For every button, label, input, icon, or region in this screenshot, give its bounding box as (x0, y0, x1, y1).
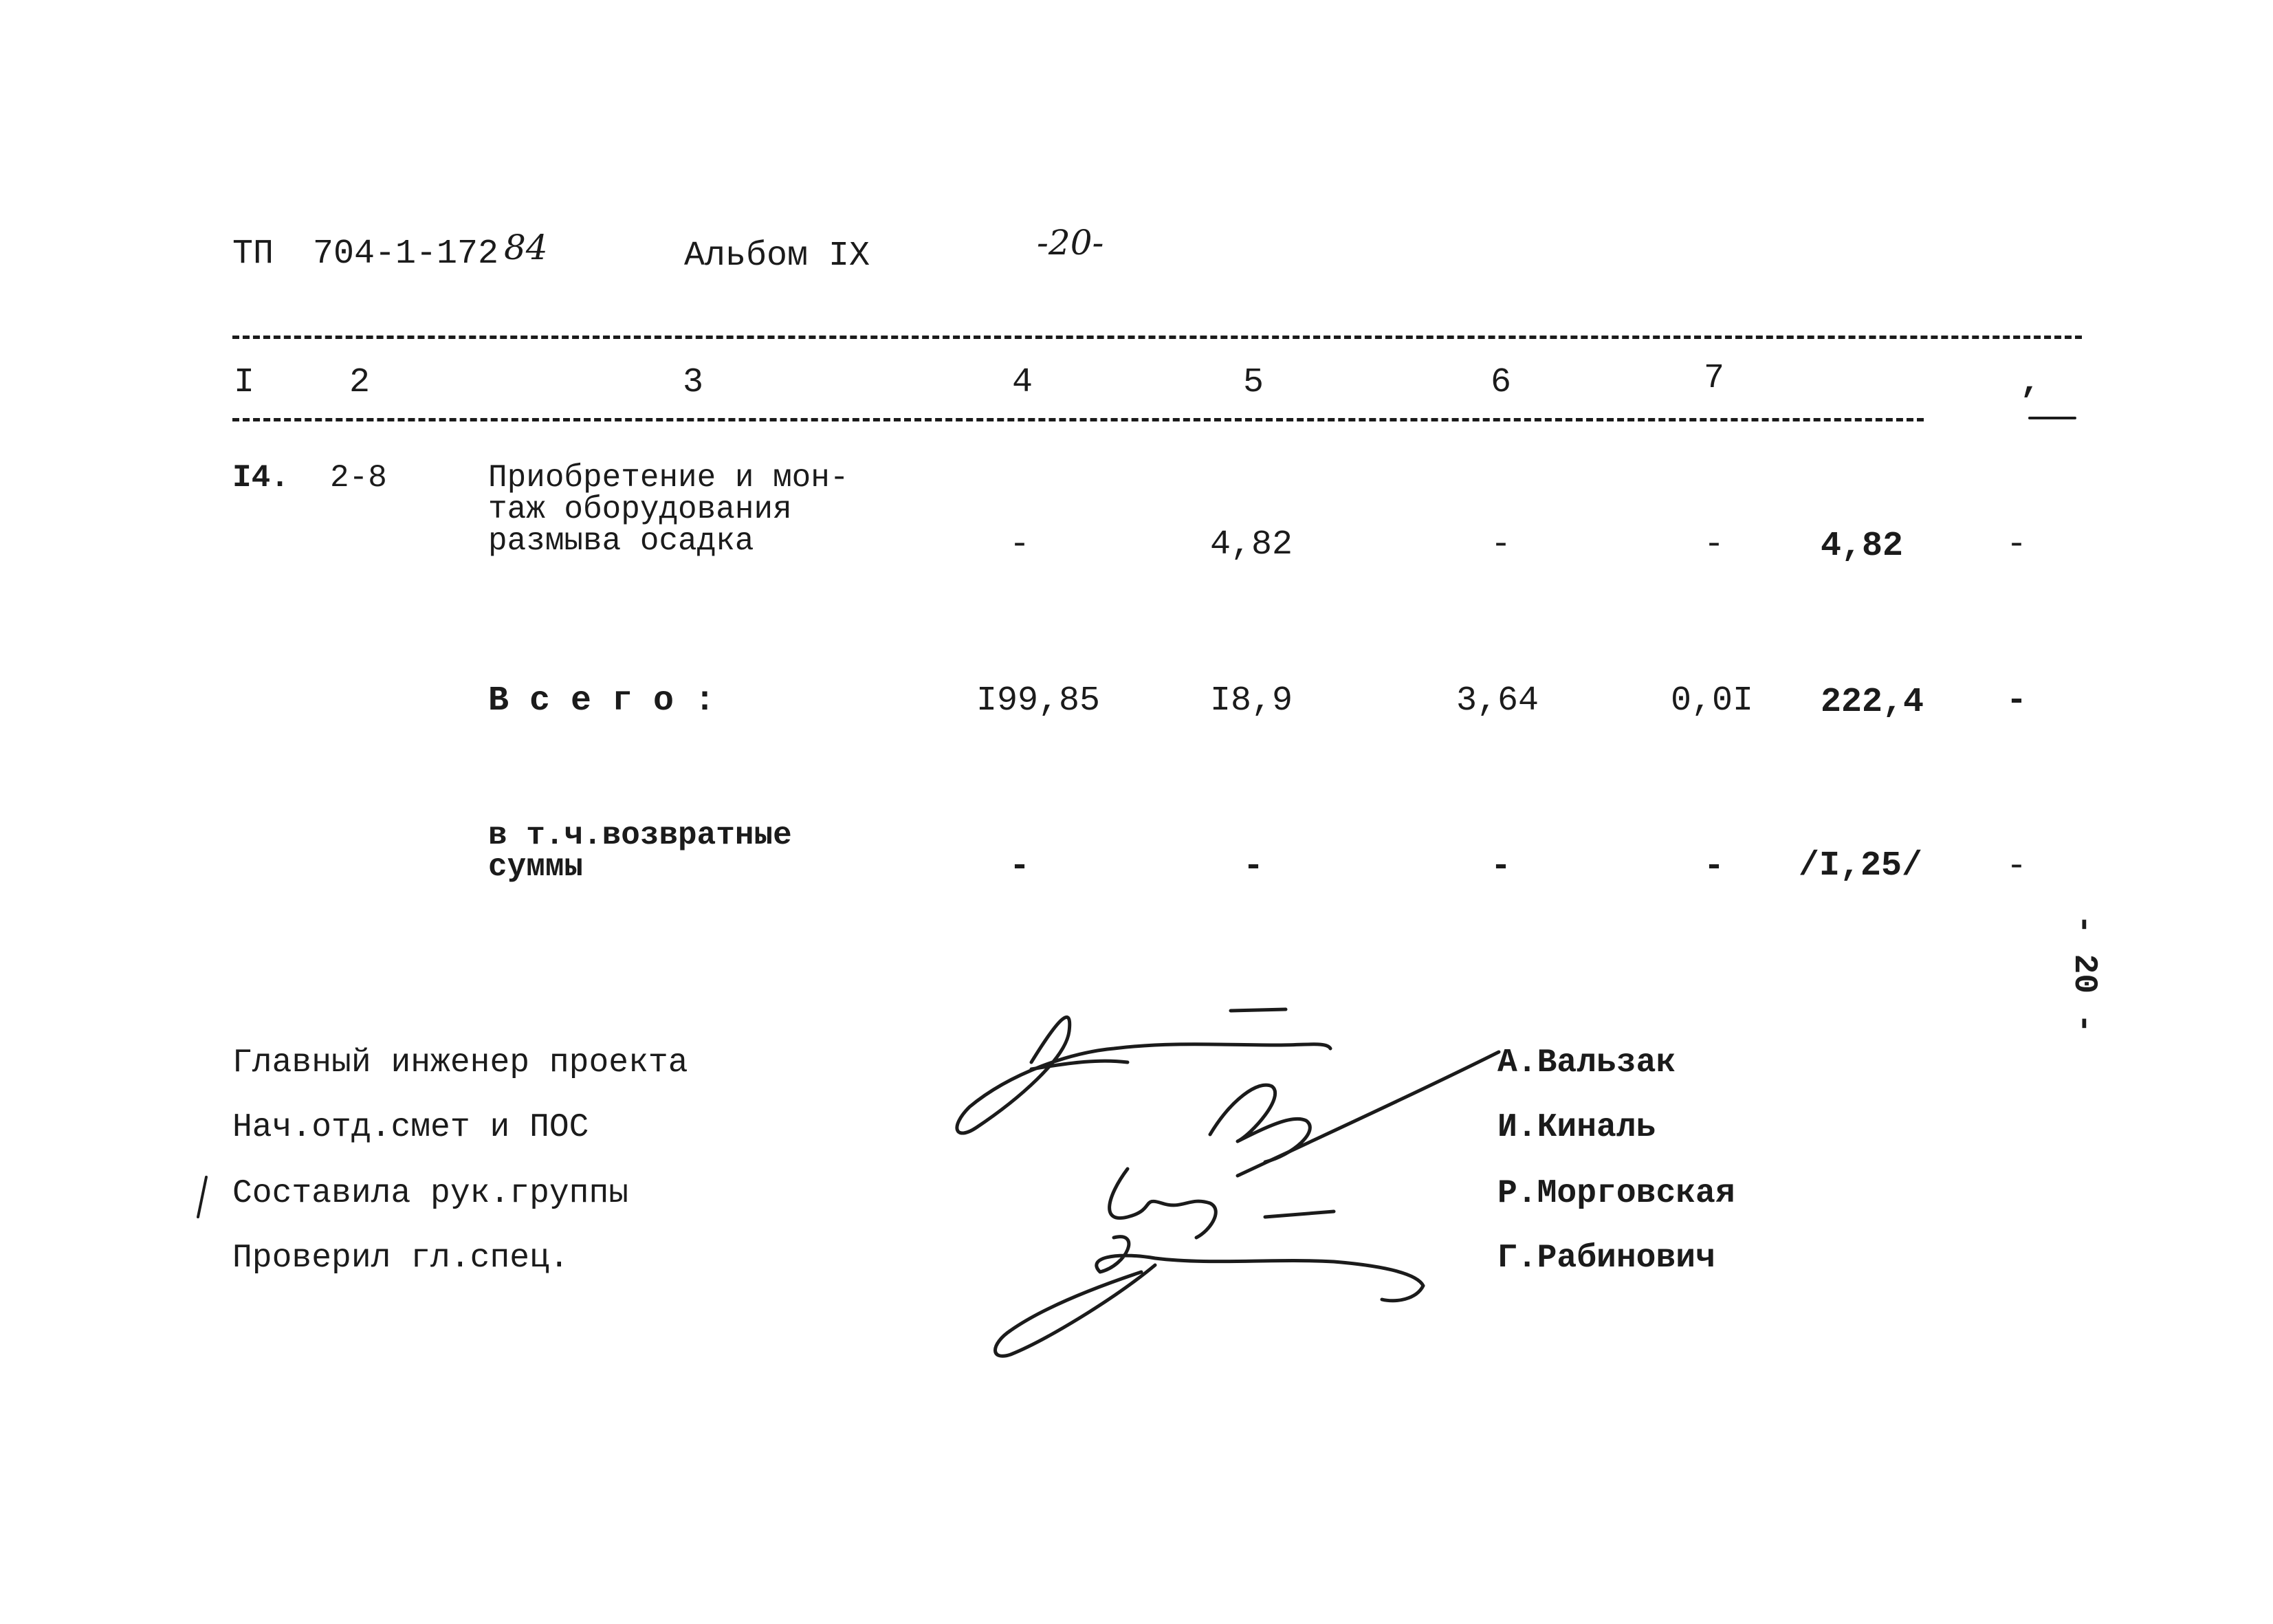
row-col5: 4,82 (1210, 525, 1293, 564)
signature-role-chief-engineer: Главный инженер проекта (232, 1044, 688, 1082)
signature-role-estimates-head: Нач.отд.смет и ПОС (232, 1109, 589, 1146)
total-label: В с е г о : (488, 681, 716, 721)
column-header-3: 3 (683, 363, 704, 402)
returnable-label: в т.ч.возвратные суммы (488, 818, 792, 885)
row-col8: 4,82 (1821, 527, 1904, 566)
column-header-1: I (234, 363, 255, 402)
column-header-2: 2 (349, 363, 371, 402)
returnable-col5: - (1243, 847, 1264, 886)
doc-code: ТП (232, 234, 274, 274)
column-header-4: 4 (1012, 363, 1033, 402)
row-col4: - (1009, 525, 1031, 564)
signature-role-compiled-by: Составила рук.группы (232, 1175, 629, 1212)
row-code: 2-8 (330, 460, 387, 496)
total-col6: 3,64 (1456, 681, 1539, 721)
row-col7: - (1704, 525, 1725, 564)
column-header-5: 5 (1243, 363, 1264, 402)
signature-name-compiled-by: Р.Морговская (1497, 1175, 1735, 1212)
total-col9: - (2006, 681, 2028, 721)
returnable-col6: - (1491, 847, 1512, 886)
row-col6: - (1491, 525, 1512, 564)
returnable-col7: - (1704, 847, 1725, 886)
signature-name-estimates-head: И.Киналь (1497, 1109, 1656, 1146)
album-label: Альбом IX (684, 237, 870, 276)
column-header-9: , (2020, 363, 2041, 402)
signature-role-checked-by: Проверил гл.спец. (232, 1240, 569, 1277)
row-col9: - (2006, 525, 2028, 564)
row-number: I4. (232, 460, 289, 496)
doc-number-suffix: 84 (504, 228, 548, 267)
column-header-6: 6 (1491, 363, 1512, 402)
returnable-col9: - (2006, 847, 2028, 886)
returnable-col8: /I,25/ (1799, 846, 1923, 886)
total-col7: 0,0I (1671, 681, 1754, 721)
column-header-7: 7 (1704, 359, 1725, 398)
total-col4: I99,85 (976, 681, 1101, 721)
total-col5: I8,9 (1210, 681, 1293, 721)
signature-name-chief-engineer: А.Вальзак (1497, 1044, 1676, 1082)
page-number: -20- (1037, 223, 1104, 263)
total-col8: 222,4 (1821, 683, 1924, 722)
returnable-col4: - (1009, 847, 1031, 886)
row-description: Приобретение и мон- таж оборудования размыва осадка (488, 460, 849, 559)
signature-name-checked-by: Г.Рабинович (1497, 1240, 1715, 1277)
doc-number: 704-1-172 (313, 234, 499, 274)
side-page-number: - 20 - (2065, 914, 2102, 1033)
